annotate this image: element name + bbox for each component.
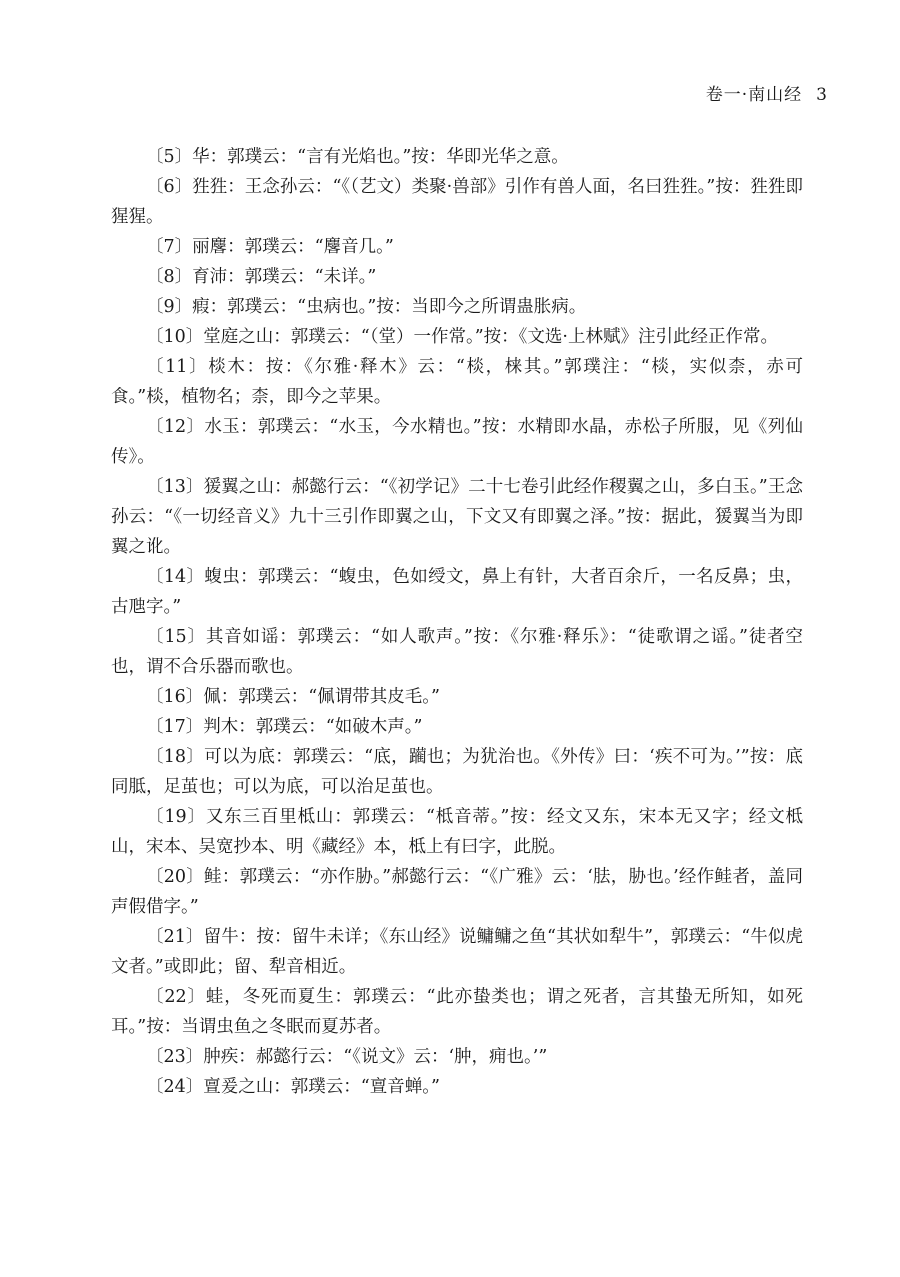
note-21: 〔21〕留牛：按：留牛未详；《东山经》说鳙鳙之鱼“其状如犁牛”，郭璞云：“牛似虎文者。”或即此；留、犁音相近。 (111, 927, 803, 977)
note-11: 〔11〕棪木：按：《尔雅·释木》云：“棪，梾其。”郭璞注：“棪，实似柰，赤可食。”棪，植物名；柰，即今之苹果。 (111, 357, 803, 407)
note-20: 〔20〕鲑：郭璞云：“亦作胁。”郝懿行云：“《广雅》云：‘胠，胁也。’经作鲑者，盖同声假借字。” (111, 867, 803, 917)
note-10: 〔10〕堂庭之山：郭璞云：“（堂）一作常。”按：《文选·上林赋》注引此经正作常。 (146, 327, 778, 347)
running-header (706, 80, 828, 105)
note-16: 〔16〕佩：郭璞云：“佩谓带其皮毛。” (146, 687, 440, 707)
page-number: 3 (816, 85, 828, 105)
note-18: 〔18〕可以为底：郭璞云：“底，躏也；为犹治也。《外传》曰：‘疾不可为。’”按：底同胝，足茧也；可以为底，可以治足茧也。 (111, 747, 803, 797)
note-17: 〔17〕判木：郭璞云：“如破木声。” (146, 717, 423, 737)
annotation-list (111, 142, 803, 1102)
note-7: 〔7〕丽麐：郭璞云：“麐音几。” (146, 237, 394, 257)
note-13: 〔13〕猨翼之山：郝懿行云：“《初学记》二十七卷引此经作稷翼之山，多白玉。”王念孙云：“《一切经音义》九十三引作即翼之山，下文又有即翼之泽。”按：据此，猨翼当为即翼之讹。 (111, 477, 803, 557)
note-5: 〔5〕华：郭璞云：“言有光焰也。”按：华即光华之意。 (146, 147, 569, 167)
note-9: 〔9〕瘕：郭璞云：“虫病也。”按：当即今之所谓蛊胀病。 (146, 297, 587, 317)
note-12: 〔12〕水玉：郭璞云：“水玉，今水精也。”按：水精即水晶，赤松子所服，见《列仙传》。 (111, 417, 803, 467)
note-22: 〔22〕蛙，冬死而夏生：郭璞云：“此亦蛰类也；谓之死者，言其蛰无所知，如死耳。”按：当谓虫鱼之冬眠而夏苏者。 (111, 987, 803, 1037)
note-15: 〔15〕其音如谣：郭璞云：“如人歌声。”按：《尔雅·释乐》：“徒歌谓之谣。”徒者空也，谓不合乐器而歌也。 (111, 627, 803, 677)
note-14: 〔14〕蝮虫：郭璞云：“蝮虫，色如绶文，鼻上有针，大者百余斤，一名反鼻；虫，古虺字。” (111, 567, 803, 617)
note-23: 〔23〕肿疾：郝懿行云：“《说文》云：‘肿，痈也。’” (146, 1047, 548, 1067)
note-8: 〔8〕育沛：郭璞云：“未详。” (146, 267, 377, 287)
note-6: 〔6〕狌狌：王念孙云：“《（艺文）类聚·兽部》引作有兽人面，名曰狌狌。”按：狌狌即猩猩。 (111, 177, 803, 227)
chapter-title: 卷一·南山经 (705, 85, 803, 105)
note-24: 〔24〕亶爰之山：郭璞云：“亶音蝉。” (146, 1077, 440, 1097)
note-19: 〔19〕又东三百里柢山：郭璞云：“柢音蒂。”按：经文又东，宋本无又字；经文柢山，宋本、吴宽抄本、明《藏经》本，柢上有曰字，此脱。 (111, 807, 803, 857)
